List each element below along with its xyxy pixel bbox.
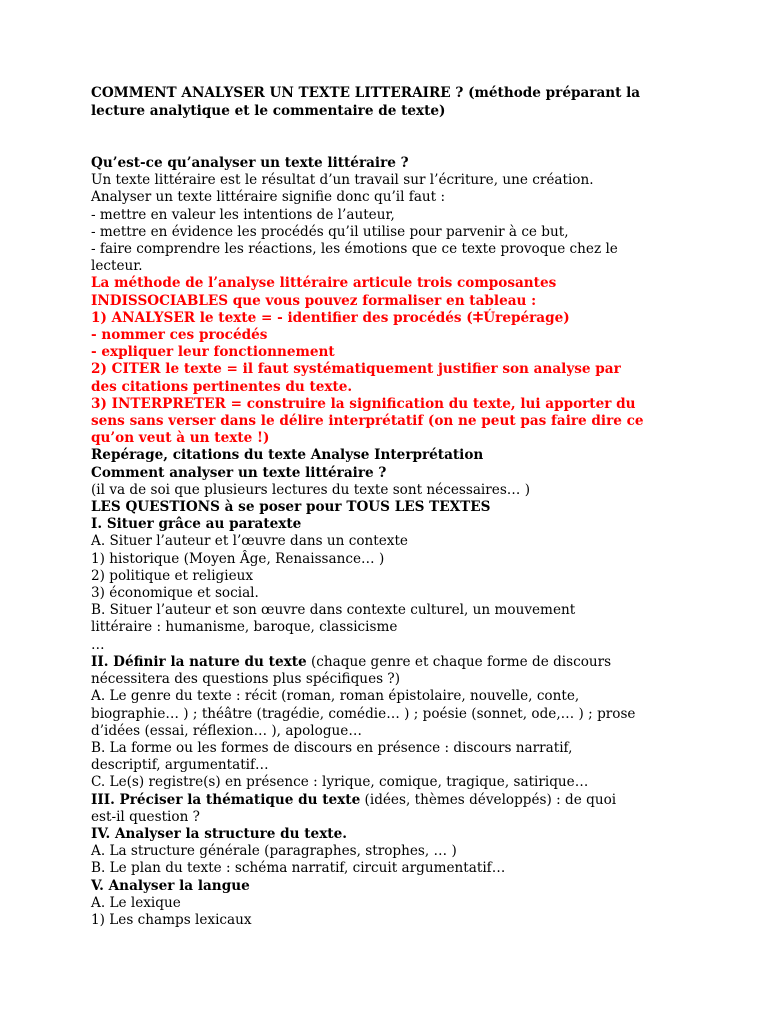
document-body — [91, 155, 678, 929]
text-line: 3) économique et social. — [91, 585, 259, 602]
text-line: littéraire : humanisme, baroque, classicisme — [91, 619, 398, 636]
text-line: lecteur. — [91, 258, 143, 275]
text-line: des citations pertinentes du texte. — [91, 378, 353, 395]
text-line: - mettre en valeur les intentions de l’auteur, — [91, 206, 395, 223]
bold-lead: III. Préciser la thématique du texte — [91, 791, 361, 808]
text-line: d’idées (essai, réflexion… ), apologue… — [91, 722, 362, 739]
text-line: descriptif, argumentatif… — [91, 757, 269, 774]
text-line: I. Situer grâce au paratexte — [91, 516, 302, 533]
text-line: C. Le(s) registre(s) en présence : lyrique, comique, tragique, satirique… — [91, 774, 589, 791]
text-line: Comment analyser un texte littéraire ? — [91, 464, 387, 481]
text-line: B. Situer l’auteur et son œuvre dans contexte culturel, un mouvement — [91, 602, 576, 619]
text-line: 2) CITER le texte = il faut systématiquement justifier son analyse par — [91, 361, 621, 378]
text-line: Un texte littéraire est le résultat d’un travail sur l’écriture, une création. — [91, 172, 594, 189]
text-line — [91, 792, 678, 809]
text-line: … — [91, 636, 105, 653]
text-line: nécessitera des questions plus spécifiques ?) — [91, 671, 400, 688]
text-line: INDISSOCIABLES que vous pouvez formaliser en tableau : — [91, 292, 537, 309]
text-line: Repérage, citations du texte Analyse Interprétation — [91, 447, 484, 464]
text-line: B. Le plan du texte : schéma narratif, circuit argumentatif… — [91, 860, 506, 877]
text-line — [91, 654, 678, 671]
text-line: est-il question ? — [91, 808, 200, 825]
text-line: 1) ANALYSER le texte = - identifier des procédés (ⵐÚrepérage) — [91, 309, 570, 326]
line-rest: (idées, thèmes développés) : de quoi — [360, 791, 617, 808]
text-line: biographie… ) ; théâtre (tragédie, comédie… ) ; poésie (sonnet, ode,… ) ; prose — [91, 705, 636, 722]
text-line: IV. Analyser la structure du texte. — [91, 825, 347, 842]
text-line: V. Analyser la langue — [91, 877, 250, 894]
text-line: A. Situer l’auteur et l’œuvre dans un contexte — [91, 533, 408, 550]
text-line: 1) historique (Moyen Âge, Renaissance… ) — [91, 550, 385, 567]
text-line: 2) politique et religieux — [91, 567, 254, 584]
text-line: B. La forme ou les formes de discours en présence : discours narratif, — [91, 739, 573, 756]
text-line: A. Le genre du texte : récit (roman, roman épistolaire, nouvelle, conte, — [91, 688, 580, 705]
bold-lead: II. Définir la nature du texte — [91, 653, 307, 670]
text-line: Analyser un texte littéraire signifie donc qu’il faut : — [91, 189, 446, 206]
text-line: - mettre en évidence les procédés qu’il utilise pour parvenir à ce but, — [91, 223, 569, 240]
text-line: (il va de soi que plusieurs lectures du texte sont nécessaires… ) — [91, 481, 531, 498]
text-line: - nommer ces procédés — [91, 327, 268, 344]
text-line: 3) INTERPRETER = construire la signification du texte, lui apporter du — [91, 395, 636, 412]
text-line: Qu’est-ce qu’analyser un texte littéraire ? — [91, 155, 409, 171]
document-title: COMMENT ANALYSER UN TEXTE LITTERAIRE ? (méthode préparant la lecture analytique et le commentaire de texte) — [91, 85, 641, 119]
text-line: LES QUESTIONS à se poser pour TOUS LES TEXTES — [91, 499, 491, 516]
text-line: sens sans verser dans le délire interprétatif (on ne peut pas faire dire ce — [91, 413, 644, 430]
text-line: qu’on veut à un texte !) — [91, 430, 270, 447]
text-line: A. La structure générale (paragraphes, strophes, … ) — [91, 843, 457, 860]
text-line: 1) Les champs lexicaux — [91, 911, 252, 928]
text-line: - expliquer leur fonctionnement — [91, 344, 335, 361]
text-line: La méthode de l’analyse littéraire articule trois composantes — [91, 275, 557, 292]
text-line: A. Le lexique — [91, 894, 181, 911]
text-line: - faire comprendre les réactions, les émotions que ce texte provoque chez le — [91, 241, 618, 258]
line-rest: (chaque genre et chaque forme de discours — [306, 653, 612, 670]
